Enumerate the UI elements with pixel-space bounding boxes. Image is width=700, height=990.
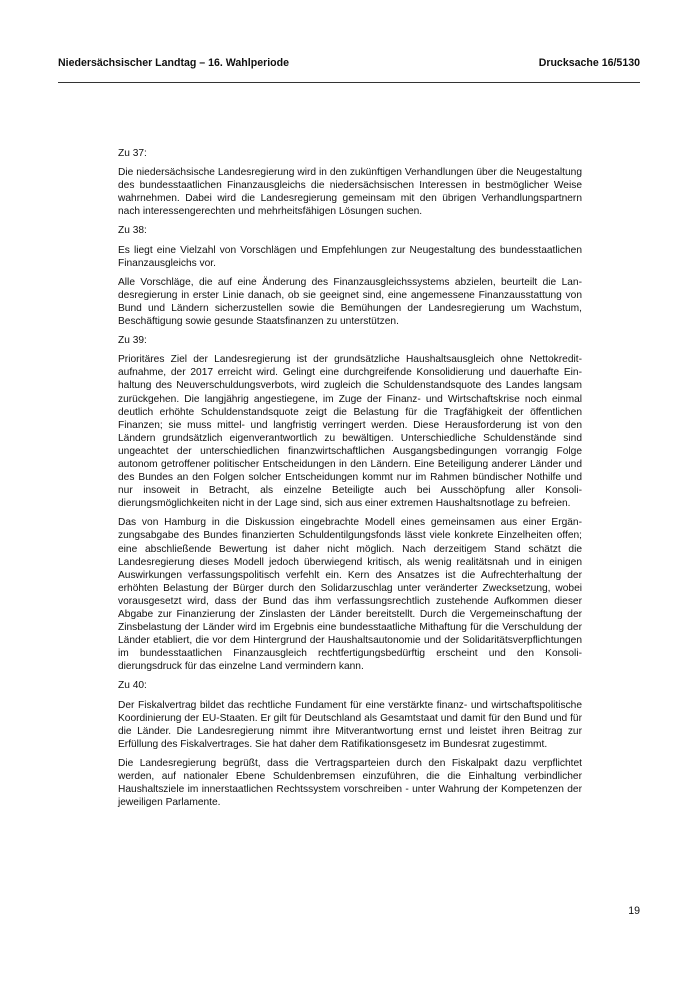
header-parliament-title: Niedersächsischer Landtag – 16. Wahlperiode xyxy=(58,57,289,69)
paragraph: Der Fiskalvertrag bildet das rechtliche Fundament für eine verstärkte finanz- und wirtschaftspolitische Koordinierung der EU-Staaten. Er gilt für Deutschland als Gesamtstaat und damit für den Bund und für die Länder. Die Landesregierung nimmt ihre Mitverantwortung ernst und leistet ihren Beitrag zur Erfüllung des Fiskalvertrages. Sie hat daher dem Ratifikationsgesetz im Bundesrat zugestimmt. xyxy=(118,699,582,750)
section-label-38: Zu 38: xyxy=(118,225,147,237)
section-label-39: Zu 39: xyxy=(118,335,147,347)
paragraph: Die niedersächsische Landesregierung wird in den zukünftigen Verhandlungen über die Neugestaltung des bundesstaatlichen Finanzausgleichs die niedersächsischen Interessen in bestmöglicher Weise wahrnehmen. Dabei wird die Landesregierung gemeinsam mit den übrigen Verhandlungspartnern nach interessengerechten und mehrheitsfähigen Lösungen suchen. xyxy=(118,167,582,218)
section-label-37: Zu 37: xyxy=(118,148,147,159)
paragraph: Das von Hamburg in die Diskussion eingebrachte Modell eines gemeinsamen aus einer Ergänzungsabgabe des Bundes finanzierten Schuldentilgungsfonds lässt viele konkrete Einzelheiten offen; eine abschließende Bewertung ist daher nicht möglich. Nach derzeitigem Stand schätzt die Landesregierung dieses Modell jedoch überwiegend kritisch, als wenig realitätsnah und in einigen Auswirkungen verfassungspolitisch verfehlt ein. Kern des Ansatzes ist die Aufrechterhaltung der erhöhten Belastung der Bürger durch den Solidarzuschlag unter veränderter Zwecksetzung, wobei vorausgesetzt wird, dass der Bund das ihm verfassungsrechtlich zustehende Aufkommen dieser Abgabe zur Finanzierung der Zinslasten der Länder bereitstellt. Durch die Vergemeinschaftung der Zinsbelastung der Länder wird im Ergebnis eine bundesstaatliche Mithaftung für die Verschuldung der Länder etabliert, die vor dem Hintergrund der Haushaltsautonomie und der Solidaritätsverpflichtungen im bundesstaatlichen Finanzausgleich rechtfertigungsbedürftig erscheint und den Konsolidierungsdruck für das einzelne Land vermindern kann. xyxy=(118,517,582,673)
section-label-40: Zu 40: xyxy=(118,680,147,692)
paragraph: Prioritäres Ziel der Landesregierung ist der grundsätzliche Haushaltsausgleich ohne Nettokreditaufnahme, der 2017 erreicht wird. Gelingt eine durchgreifende Konsolidierung und dauerhafte Einhaltung des Neuverschuldungsverbots, wird zugleich die Schuldenstandsquote des Landes langsam zurückgehen. Die langjährig angestiegene, im Zuge der Finanz- und Wirtschaftskrise noch einmal deutlich erhöhte Schuldenstandsquote zeigt die Belastung für die Tragfähigkeit der öffentlichen Finanzen; sie muss mittel- und langfristig verringert werden. Diese Herausforderung ist von den Ländern grundsätzlich eigenverantwortlich zu bewältigen. Unterschiedliche Schuldenstände sind ungeachtet der unterschiedlichen finanzwirtschaftlichen Ausgangsbedingungen vorrangig Folge autonom getroffener politischer Entscheidungen in den Ländern. Eine Beteiligung anderer Länder und des Bundes an den Folgen solcher Entscheidungen kommt nur im Rahmen bündischer Nothilfe und nur insoweit in Betracht, als einzelne Beteiligte auch bei Ausschöpfung aller Konsolidierungsmöglichkeiten nicht in der Lage sind, sich aus einer extremen Haushaltsnotlage zu befreien. xyxy=(118,354,582,510)
header-divider xyxy=(58,82,640,83)
paragraph: Die Landesregierung begrüßt, dass die Vertragsparteien durch den Fiskalpakt dazu verpflichtet werden, auf nationaler Ebene Schuldenbremsen einzuführen, die die Einhaltung verbindlicher Haushaltsziele im innerstaatlichen Rechtssystem vorschreiben - unter Wahrung der Kompetenzen der jeweiligen Parlamente. xyxy=(118,757,582,809)
header-document-number: Drucksache 16/5130 xyxy=(538,57,640,69)
paragraph: Es liegt eine Vielzahl von Vorschlägen und Empfehlungen zur Neugestaltung des bundesstaatlichen Finanzausgleichs vor. xyxy=(118,244,582,269)
page-number: 19 xyxy=(628,905,640,917)
document-body xyxy=(118,147,582,815)
paragraph: Alle Vorschläge, die auf eine Änderung des Finanzausgleichssystems abzielen, beurteilt die Landesregierung in erster Linie danach, ob sie geeignet sind, eine angemessene Finanzausstattung von Bund und Ländern sicherzustellen sowie die Bemühungen der Landesregierung um Wachstum, Beschäftigung sowie gesunde Staatsfinanzen zu unterstützen. xyxy=(118,276,582,328)
